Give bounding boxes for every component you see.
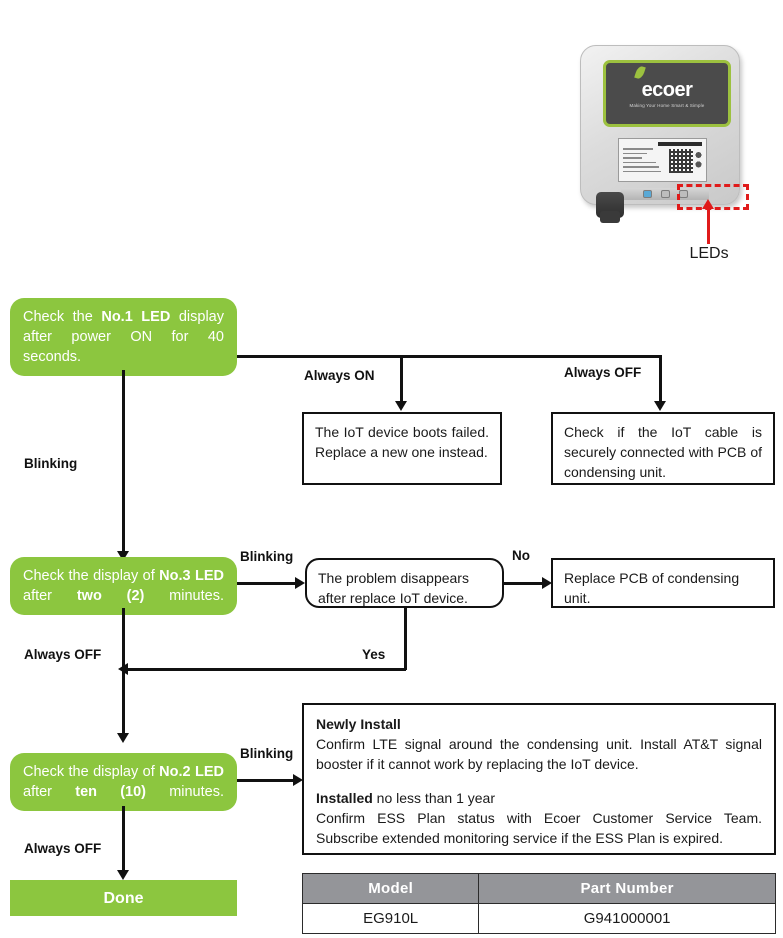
info-body-2: Confirm ESS Plan status with Ecoer Customer Service Team. Subscribe extended monitoring service if the ESS Plan is expired. bbox=[316, 810, 762, 846]
box-replace-pcb: Replace PCB of condensing unit. bbox=[551, 558, 775, 608]
connector-step2-to-step3 bbox=[122, 608, 125, 737]
certification-marks-icon bbox=[694, 150, 703, 170]
connector-yes-down bbox=[404, 608, 407, 670]
connector-no-branch bbox=[504, 582, 544, 585]
arrowhead-done-icon bbox=[117, 870, 129, 880]
connector-step1-to-step2 bbox=[122, 370, 125, 555]
edge-label-blinking-1: Blinking bbox=[24, 456, 78, 471]
step-2-check-no3-led: Check the display of No.3 LED after two (2) minutes. bbox=[10, 557, 237, 615]
box-boot-failed: The IoT device boots failed. Replace a new one instead. bbox=[302, 412, 502, 485]
logo-tagline: Making Your Home Smart & Simple bbox=[629, 102, 705, 108]
arrowhead-always-off-icon bbox=[654, 401, 666, 411]
connector-always-on bbox=[400, 355, 403, 403]
edge-label-always-on: Always ON bbox=[304, 368, 375, 383]
device-faceplate bbox=[603, 60, 731, 127]
info-heading-2: Installed no less than 1 year bbox=[316, 790, 495, 806]
leaf-icon bbox=[634, 65, 646, 80]
led-callout-arrow-icon bbox=[707, 208, 710, 244]
edge-label-no: No bbox=[512, 548, 530, 563]
arrowhead-step3-icon bbox=[117, 733, 129, 743]
info-body-1: Confirm LTE signal around the condensing unit. Install AT&T signal booster if it cannot work by replacing the IoT device. bbox=[316, 736, 762, 772]
table-row bbox=[303, 904, 776, 934]
leds-caption: LEDs bbox=[689, 245, 729, 262]
edge-label-blinking-3: Blinking bbox=[240, 746, 294, 761]
connector-always-off bbox=[659, 355, 662, 403]
connector-yes-left bbox=[123, 668, 406, 671]
box-check-cable: Check if the IoT cable is securely connected with PCB of condensing unit. bbox=[551, 412, 775, 485]
device-spec-label bbox=[618, 138, 707, 182]
column-header-model: Model bbox=[303, 874, 479, 904]
step-3-check-no2-led: Check the display of No.2 LED after ten (10) minutes. bbox=[10, 753, 237, 811]
table-header-row bbox=[303, 874, 776, 904]
info-heading-1: Newly Install bbox=[316, 716, 401, 732]
led-2 bbox=[661, 190, 670, 198]
label-barcode bbox=[658, 142, 702, 146]
cell-model: EG910L bbox=[303, 904, 479, 934]
edge-label-always-off: Always OFF bbox=[564, 365, 642, 380]
cable-gland bbox=[596, 192, 624, 218]
arrowhead-problem-box-icon bbox=[295, 577, 305, 589]
connector-step3-branch bbox=[237, 779, 296, 782]
qr-code-icon bbox=[669, 149, 693, 173]
edge-label-blinking-2: Blinking bbox=[240, 549, 294, 564]
done-box: Done bbox=[10, 880, 237, 916]
step-1-check-no1-led: Check the No.1 LED display after power ON for 40 seconds. bbox=[10, 298, 237, 376]
cell-part-number: G941000001 bbox=[479, 904, 776, 934]
edge-label-always-off-3: Always OFF bbox=[24, 841, 102, 856]
column-header-part-number: Part Number bbox=[479, 874, 776, 904]
box-problem-disappears: The problem disappears after replace IoT device. bbox=[305, 558, 504, 608]
led-1 bbox=[643, 190, 652, 198]
connector-step3-to-done bbox=[122, 806, 125, 874]
ecoer-logo: ecoer bbox=[641, 78, 693, 101]
device-body bbox=[580, 45, 740, 205]
edge-label-yes: Yes bbox=[362, 647, 386, 662]
box-install-info bbox=[302, 703, 776, 855]
info-spacer bbox=[316, 774, 762, 788]
iot-device-illustration bbox=[575, 45, 750, 262]
edge-label-always-off-2: Always OFF bbox=[24, 647, 102, 662]
connector-step1-trunk bbox=[237, 355, 662, 358]
model-part-table bbox=[302, 873, 776, 934]
label-text-lines bbox=[623, 148, 663, 175]
arrowhead-always-on-icon bbox=[395, 401, 407, 411]
connector-step2-branch bbox=[237, 582, 297, 585]
